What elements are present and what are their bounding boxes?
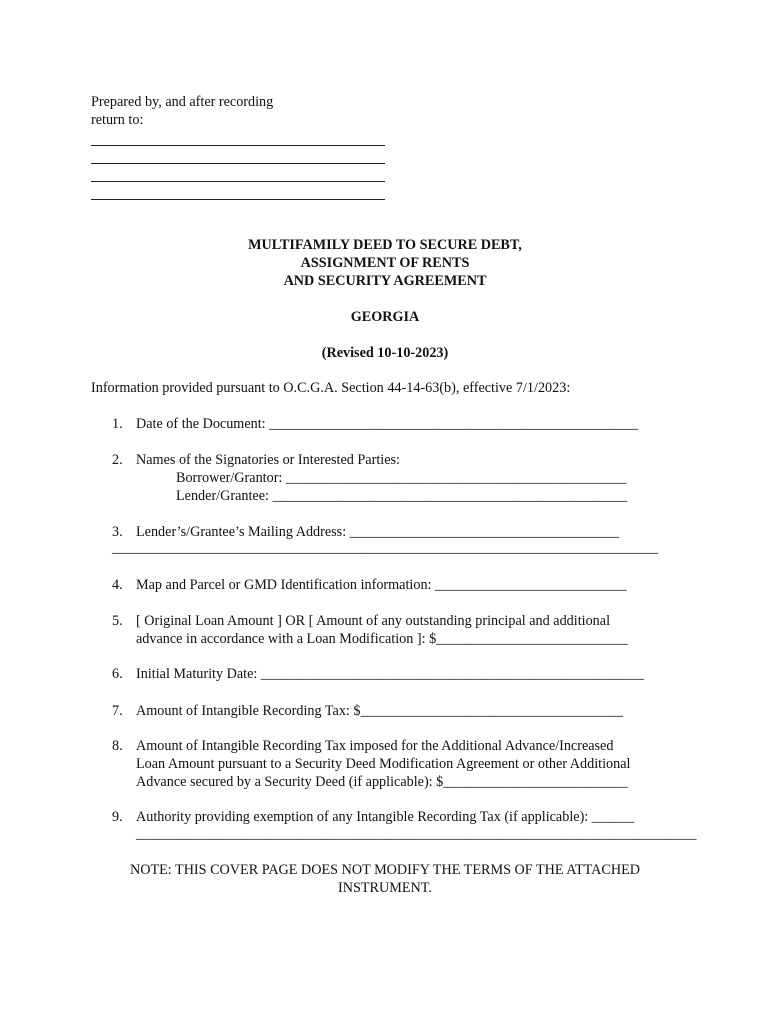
item-number: 1. — [112, 416, 123, 432]
cover-page-note — [0, 861, 770, 897]
intro-text: Information provided pursuant to O.C.G.A. Section 44-14-63(b), effective 7/1/2023: — [91, 380, 571, 396]
item-number: 4. — [112, 577, 123, 593]
item-number: 2. — [112, 452, 123, 468]
signatories-label: Names of the Signatories or Interested Parties: — [136, 452, 400, 468]
item-number: 6. — [112, 666, 123, 682]
additional-advance-label-1: Amount of Intangible Recording Tax imposed for the Additional Advance/Increased — [136, 738, 614, 754]
state-heading: GEORGIA — [350, 309, 420, 325]
intangible-tax-field[interactable]: Amount of Intangible Recording Tax: $_____________________________________ — [136, 703, 623, 719]
exemption-authority-field[interactable]: Authority providing exemption of any Intangible Recording Tax (if applicable): ______ — [136, 809, 635, 825]
additional-advance-label-2: Loan Amount pursuant to a Security Deed Modification Agreement or other Additional — [136, 756, 631, 772]
document-title-line-3: AND SECURITY AGREEMENT — [283, 273, 487, 289]
item-number: 8. — [112, 738, 123, 754]
item-number: 7. — [112, 703, 123, 719]
date-of-document-field[interactable]: Date of the Document: ____________________________________________________ — [136, 416, 639, 432]
return-address-line-4[interactable] — [91, 199, 385, 200]
exemption-authority-continuation[interactable]: _______________________________________________________________________________ — [136, 826, 697, 842]
return-address-line-1[interactable] — [91, 145, 385, 146]
additional-advance-tax-field[interactable]: Advance secured by a Security Deed (if applicable): $__________________________ — [136, 774, 628, 790]
item-number: 5. — [112, 613, 123, 629]
item-number: 3. — [112, 524, 123, 540]
revision-date: (Revised 10-10-2023) — [321, 345, 449, 361]
return-to-label: return to: — [91, 112, 144, 128]
loan-amount-label: [ Original Loan Amount ] OR [ Amount of any outstanding principal and additional — [136, 613, 611, 629]
prepared-by-label: Prepared by, and after recording — [91, 94, 274, 110]
loan-amount-field[interactable]: advance in accordance with a Loan Modification ]: $___________________________ — [136, 631, 628, 647]
prepared-by-block — [91, 93, 391, 129]
return-address-line-2[interactable] — [91, 163, 385, 164]
borrower-grantor-field[interactable]: Borrower/Grantor: ________________________________________________ — [176, 470, 627, 486]
note-line-2: INSTRUMENT. — [338, 880, 432, 896]
maturity-date-field[interactable]: Initial Maturity Date: ______________________________________________________ — [136, 666, 644, 682]
lender-grantee-field[interactable]: Lender/Grantee: __________________________________________________ — [176, 488, 628, 504]
mailing-address-field[interactable]: Lender’s/Grantee’s Mailing Address: ______________________________________ — [136, 524, 620, 540]
mailing-address-continuation[interactable]: _____________________________________________________________________________ — [112, 540, 659, 556]
map-parcel-field[interactable]: Map and Parcel or GMD Identification information: ___________________________ — [136, 577, 627, 593]
note-line-1: NOTE: THIS COVER PAGE DOES NOT MODIFY THE TERMS OF THE ATTACHED — [129, 862, 641, 878]
document-title-line-1: MULTIFAMILY DEED TO SECURE DEBT, — [248, 237, 522, 253]
return-address-line-3[interactable] — [91, 181, 385, 182]
document-title-line-2: ASSIGNMENT OF RENTS — [300, 255, 470, 271]
item-number: 9. — [112, 809, 123, 825]
